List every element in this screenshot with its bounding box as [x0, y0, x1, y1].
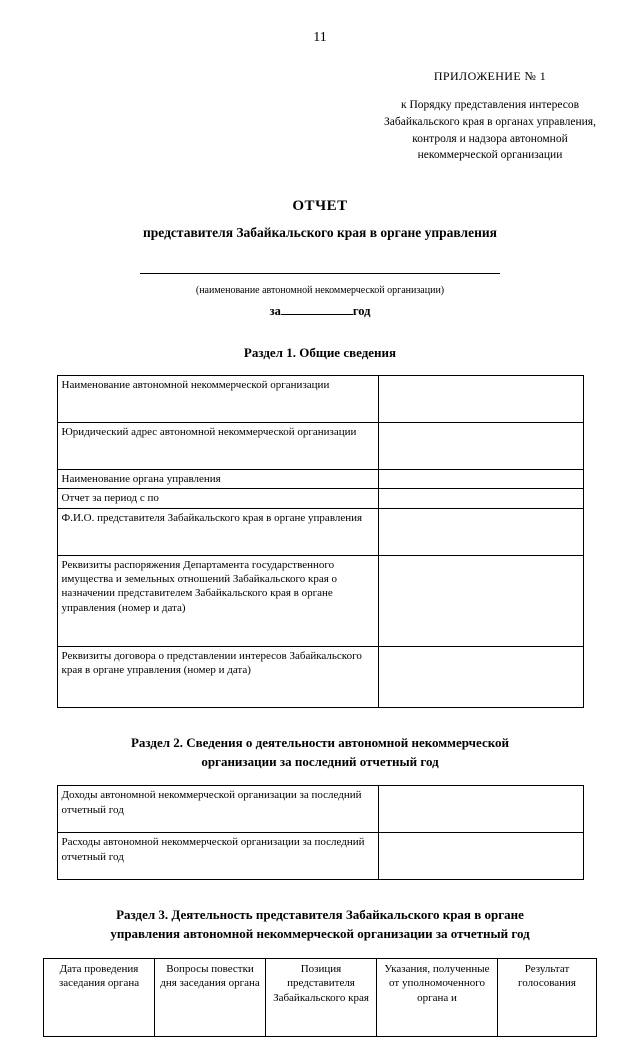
section2-table [57, 785, 584, 880]
row-label: Ф.И.О. представителя Забайкальского края в органе управления [57, 508, 378, 555]
year-suffix-label: год [352, 304, 371, 319]
column-header: Позиция представителя Забайкальского края [266, 959, 377, 1037]
table-header-row [44, 959, 597, 1037]
appendix-reference-lines [355, 97, 625, 164]
document-page [0, 30, 640, 1004]
row-value [378, 786, 583, 833]
table-row [57, 833, 583, 880]
row-label: Реквизиты договора о представлении интересов Забайкальского края в органе управления (номер и дата) [57, 646, 378, 707]
organization-name-caption: (наименование автономной некоммерческой организации) [195, 285, 445, 297]
row-label: Реквизиты распоряжения Департамента государственного имущества и земельных отношений Забайкальского края о назначении представителем Забайкальского края в органе управления (номер и дата) [57, 555, 378, 646]
appendix-line: некоммерческой организации [417, 149, 563, 162]
row-value [378, 470, 583, 489]
section3-title-line1: Раздел 3. Деятельность представителя Забайкальского края в органе [116, 907, 524, 923]
organization-name-blank [0, 261, 640, 279]
row-value [378, 555, 583, 646]
table-row [57, 555, 583, 646]
document-title: ОТЧЕТ [292, 198, 348, 215]
section3-title [0, 906, 640, 944]
row-value [378, 423, 583, 470]
section3-table [43, 958, 597, 1037]
row-value [378, 833, 583, 880]
blank-rule [140, 272, 500, 274]
table-row [57, 508, 583, 555]
row-label: Расходы автономной некоммерческой организации за последний отчетный год [57, 833, 378, 880]
section3-title-line2: управления автономной некоммерческой организации за отчетный год [110, 926, 530, 942]
section2-title [0, 734, 640, 772]
appendix-line: Забайкальского края в органах управления, [384, 116, 596, 129]
year-blank [281, 302, 353, 315]
appendix-line: контроля и надзора автономной [412, 132, 568, 145]
document-subtitle: представителя Забайкальского края в органе управления [143, 225, 497, 241]
row-label: Доходы автономной некоммерческой организации за последний отчетный год [57, 786, 378, 833]
appendix-block [355, 68, 625, 164]
section1-table [57, 375, 584, 708]
table-row [57, 646, 583, 707]
column-header: Указания, полученные от уполномоченного органа и [377, 959, 498, 1037]
row-label: Наименование автономной некоммерческой организации [57, 376, 378, 423]
row-value [378, 489, 583, 508]
column-header: Вопросы повестки дня заседания органа [155, 959, 266, 1037]
row-value [378, 646, 583, 707]
row-label: Наименование органа управления [57, 470, 378, 489]
section1-title: Раздел 1. Общие сведения [243, 345, 397, 361]
appendix-line: к Порядку представления интересов [401, 99, 579, 112]
table-row [57, 489, 583, 508]
page-number: 11 [313, 30, 327, 45]
column-header: Результат голосования [498, 959, 597, 1037]
appendix-title: ПРИЛОЖЕНИЕ № 1 [433, 69, 547, 83]
section2-title-line1: Раздел 2. Сведения о деятельности автономной некоммерческой [130, 734, 510, 750]
row-label: Отчет за период с по [57, 489, 378, 508]
row-label: Юридический адрес автономной некоммерческой организации [57, 423, 378, 470]
table-row [57, 423, 583, 470]
year-prefix-label: за [269, 304, 281, 319]
section2-title-line2: организации за последний отчетный год [201, 753, 439, 769]
row-value [378, 508, 583, 555]
table-row [57, 376, 583, 423]
column-header: Дата проведения заседания органа [44, 959, 155, 1037]
table-row [57, 786, 583, 833]
table-row [57, 470, 583, 489]
reporting-year-line [0, 302, 640, 319]
row-value [378, 376, 583, 423]
